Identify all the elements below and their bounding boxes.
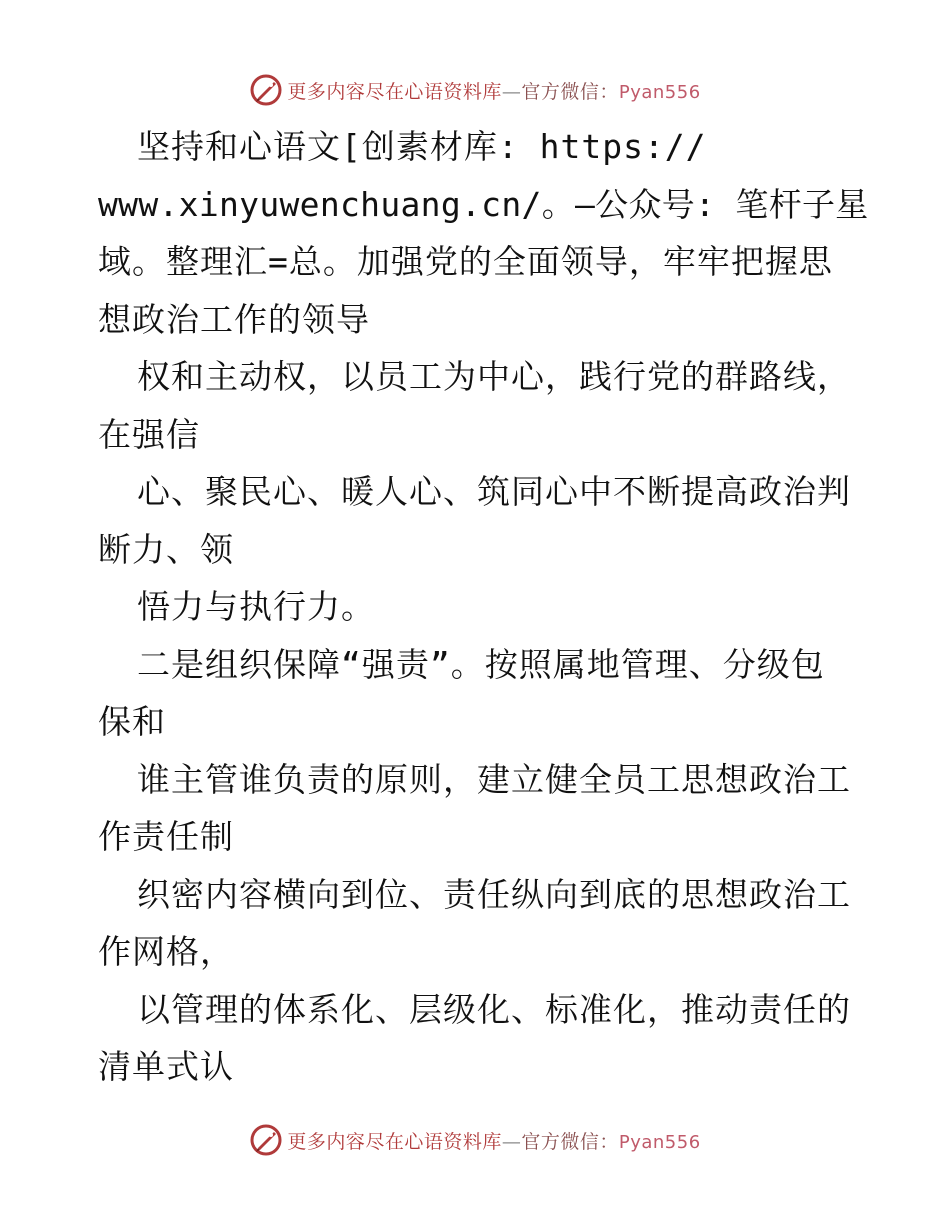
text-line: 坚持和心语文[创素材库: https:// (137, 127, 707, 166)
watermark-brand: 更多内容尽在心语资料库 (287, 1130, 502, 1153)
text-line: 域。整理汇=总。加强党的全面领导，牢牢把握思 (98, 242, 833, 281)
watermark-wechat-id: Pyan556 (618, 1131, 701, 1153)
watermark-separator: — (501, 80, 522, 103)
watermark-text (287, 77, 700, 104)
text-line: 保和 (98, 702, 166, 741)
quill-pen-logo-icon (249, 73, 283, 107)
text-line: 以管理的体系化、层级化、标准化，推动责任的 (137, 989, 851, 1029)
text-line: 断力、领 (98, 529, 234, 569)
text-line: www.xinyuwenchuang.cn/。—公众号: 笔杆子星 (98, 184, 869, 224)
text-line: 心、聚民心、暖人心、筑同心中不断提高政治判 (137, 472, 851, 511)
text-line: 作责任制 (98, 817, 234, 856)
text-line: 作网格， (98, 932, 234, 971)
footer-watermark (0, 1120, 950, 1160)
watermark-wechat-id: Pyan556 (618, 81, 701, 103)
text-line: 想政治工作的领导 (98, 299, 370, 339)
watermark-wechat-label: 官方微信： (521, 80, 619, 103)
watermark-separator: — (501, 1130, 522, 1153)
header-watermark (0, 70, 950, 110)
text-line: 二是组织保障“强责”。按照属地管理、分级包 (137, 644, 825, 684)
quill-pen-logo-icon (249, 1123, 283, 1157)
text-line: 谁主管谁负责的原则，建立健全员工思想政治工 (137, 759, 851, 799)
text-line: 权和主动权，以员工为中心，践行党的群路线， (137, 357, 851, 396)
watermark-text (287, 1127, 700, 1154)
watermark-wechat-label: 官方微信： (521, 1130, 619, 1153)
document-body (98, 118, 869, 1096)
text-line: 悟力与执行力。 (137, 587, 375, 626)
text-line: 在强信 (98, 414, 200, 454)
text-line: 清单式认 (98, 1047, 234, 1086)
text-line: 织密内容横向到位、责任纵向到底的思想政治工 (137, 874, 851, 914)
watermark-brand: 更多内容尽在心语资料库 (287, 80, 502, 103)
